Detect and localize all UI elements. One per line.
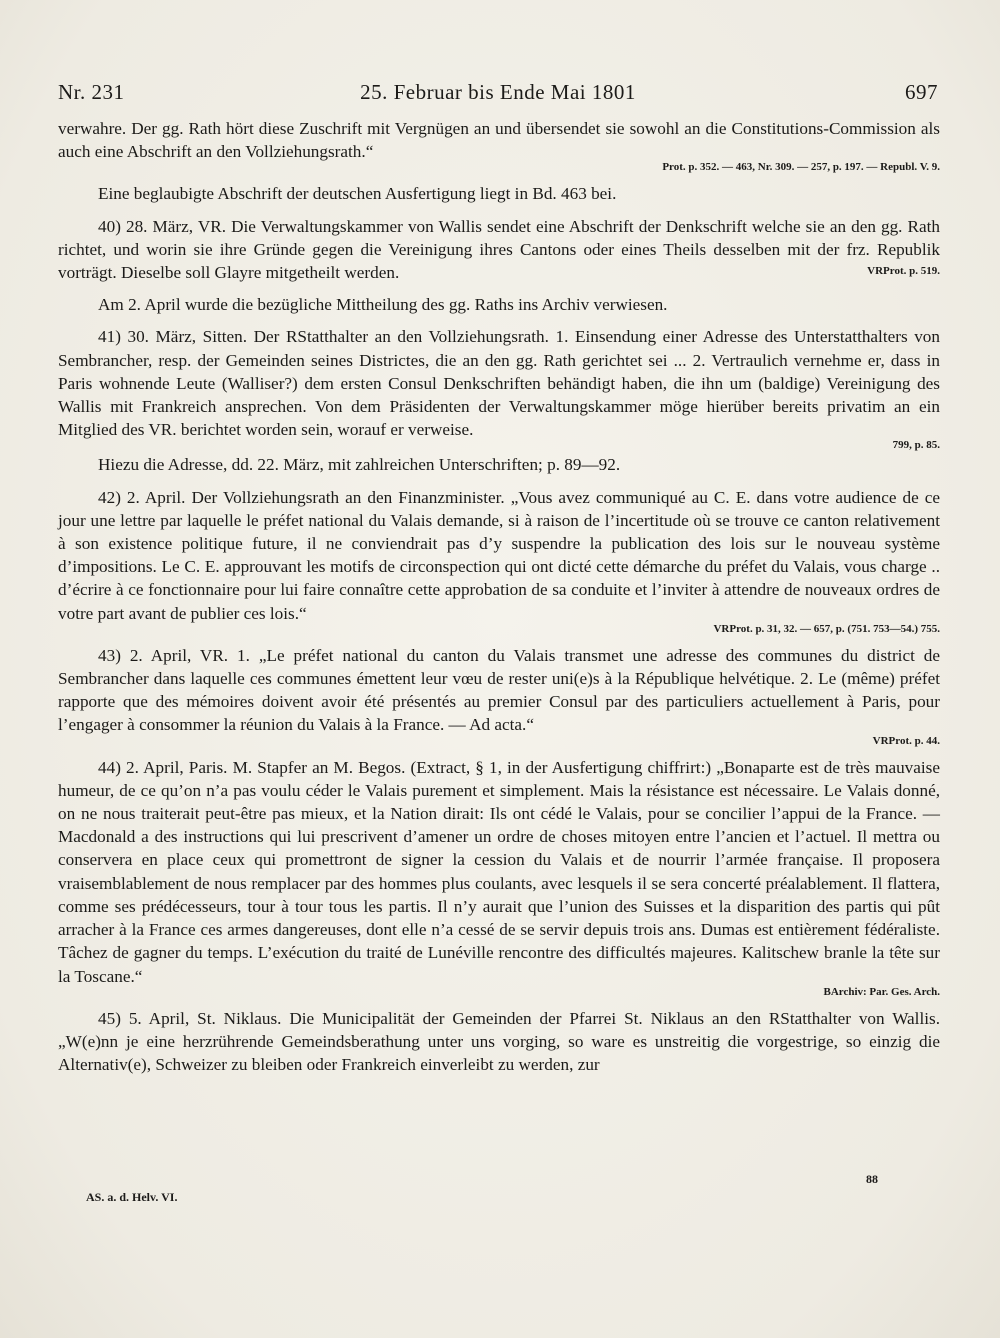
date-range-title: 25. Februar bis Ende Mai 1801 [360, 80, 636, 104]
source-reference: VRProt. p. 31, 32. — 657, p. (751. 753—54.) 755. [713, 622, 940, 635]
page-number: 697 [905, 80, 938, 104]
paragraph-entry-44: 44) 2. April, Paris. M. Stapfer an M. Begos. (Extract, § 1, in der Ausfertigung chiffrirt:) „Bonaparte est de très mauvaise humeur, de ce qu’on n’a pas voulu céder le Valais purement et simplement. Mais la résistance est nécessaire. Le Valais donné, on ne nous traiterait peut-être pas mieux, et la Nation dirait: Ils ont cédé le Valais, pour se concilier l’appui de la France. — Macdonald a des instructions qui lui prescrivent d’amener un ordre de choses mitoyen entre l’ancien et l’actuel. Il mettra ou conservera en place ceux qui promettront de signer la cession du Valais et de nourrir l’armée française. Il proposera vraisemblablement de nous remplacer par des hommes plus coulants, avec lesquels il se sera concerté préalablement. Il flattera, comme ses prédécesseurs, tour à tour tous les partis. Il n’y aurait que l’union des Suisses et la disparition des partis qui pût arracher à la France ces armes dangereuses, dont elle n’a cessé de se servir depuis trois ans. Dumas est entièrement fédéraliste. Tâchez de gagner du temps. L’exécution du traité de Lunéville rencontre des difficultés majeures. Kalitschew branle la tête sur la Toscane.“ [58, 757, 940, 986]
entry-number: Nr. 231 [58, 80, 125, 104]
paragraph-entry-43: 43) 2. April, VR. 1. „Le préfet national du canton du Valais transmet une adresse des communes du district de Sembrancher dans laquelle ces communes émettent leur vœu de rester uni(e)s à la République helvétique. 2. Le (même) préfet rapporte que des mémoires doivent avoir été présentés au premier Consul par des particuliers actuellement à Paris, pour l’engager à consommer la réunion du Valais à la France. — Ad acta.“ [58, 645, 940, 735]
paragraph-note: Hiezu die Adresse, dd. 22. März, mit zahlreichen Unterschriften; p. 89—92. [98, 455, 621, 475]
source-reference: 799, p. 85. [892, 439, 940, 452]
source-reference: Prot. p. 352. — 463, Nr. 309. — 257, p. 197. — Republ. V. 9. [662, 161, 940, 174]
paragraph-entry-41: 41) 30. März, Sitten. Der RStatthalter an den Vollziehungsrath. 1. Einsendung einer Adresse des Unterstatthalters von Sembrancher, resp. der Gemeinden seines Districtes, die an den gg. Rath gerichtet sei ... 2. Vertraulich vernehme er, dass in Paris wohnende Leute (Walliser?) dem ersten Consul Denkschriften behändigt haben, die ihn um (baldige) Vereinigung des Wallis mit Frankreich ansprechen. Von dem Präsidenten der Verwaltungskammer möge hierüber bereits privatim an ein Mitglied des VR. berichtet worden sein, worauf er verweise. [58, 327, 940, 440]
paragraph-entry-42: 42) 2. April. Der Vollziehungsrath an den Finanzminister. „Vous avez communiqué au C. E. dans votre audience de ce jour une lettre par laquelle le préfet national du Valais demande, si à raison de l’incertitude où se trouve ce canton relativement à son existence politique future, il ne conviendrait pas d’y suspendre la publication des lois sur le nouveau système d’impositions. Le C. E. approuvant les motifs de circonspection qui ont dicté cette démarche du préfet du Valais, vous charge .. d’écrire à ce fonctionnaire pour lui faire connaître cette approbation de sa conduite et l’inviter à attendre de nouveaux ordres de votre part avant de publier ces lois.“ [58, 487, 940, 623]
signature-mark: AS. a. d. Helv. VI. [86, 1190, 178, 1204]
source-reference: VRProt. p. 519. [867, 265, 940, 278]
paragraph-entry-40: 40) 28. März, VR. Die Verwaltungskammer von Wallis sendet eine Abschrift der Denkschrift welche sie an den gg. Rath richtet, und worin sie ihre Gründe gegen die Vereinigung ihres Cantons oder eines Theils desselben mit der frz. Republik vorträgt. Dieselbe soll Glayre mitgetheilt werden. VRProt. p. 519. [58, 216, 940, 283]
running-head [58, 80, 938, 114]
sheet-number: 88 [866, 1172, 878, 1186]
source-reference: VRProt. p. 44. [872, 734, 940, 747]
paragraph-note: Eine beglaubigte Abschrift der deutschen Ausfertigung liegt in Bd. 463 bei. [98, 184, 617, 204]
page-footer [58, 1172, 938, 1212]
paragraph-entry-45: 45) 5. April, St. Niklaus. Die Municipalität der Gemeinden der Pfarrei St. Niklaus an den RStatthalter von Wallis. „W(e)nn je eine herzrührende Gemeindsberathung unter uns vorging, so ware es unstreitig die vorgestrige, so einzig die Alternativ(e), Schweizer zu bleiben oder Frankreich einverleibt zu werden, zur [58, 1008, 940, 1075]
paragraph-note: Am 2. April wurde die bezügliche Mittheilung des gg. Raths ins Archiv verwiesen. [98, 295, 668, 315]
source-reference: BArchiv: Par. Ges. Arch. [823, 985, 940, 998]
page-body [58, 117, 940, 1076]
paragraph-continuation: verwahre. Der gg. Rath hört diese Zuschrift mit Vergnügen an und übersendet sie sowohl an die Constitutions-Commission als auch eine Abschrift an den Vollziehungsrath.“ [58, 119, 940, 162]
